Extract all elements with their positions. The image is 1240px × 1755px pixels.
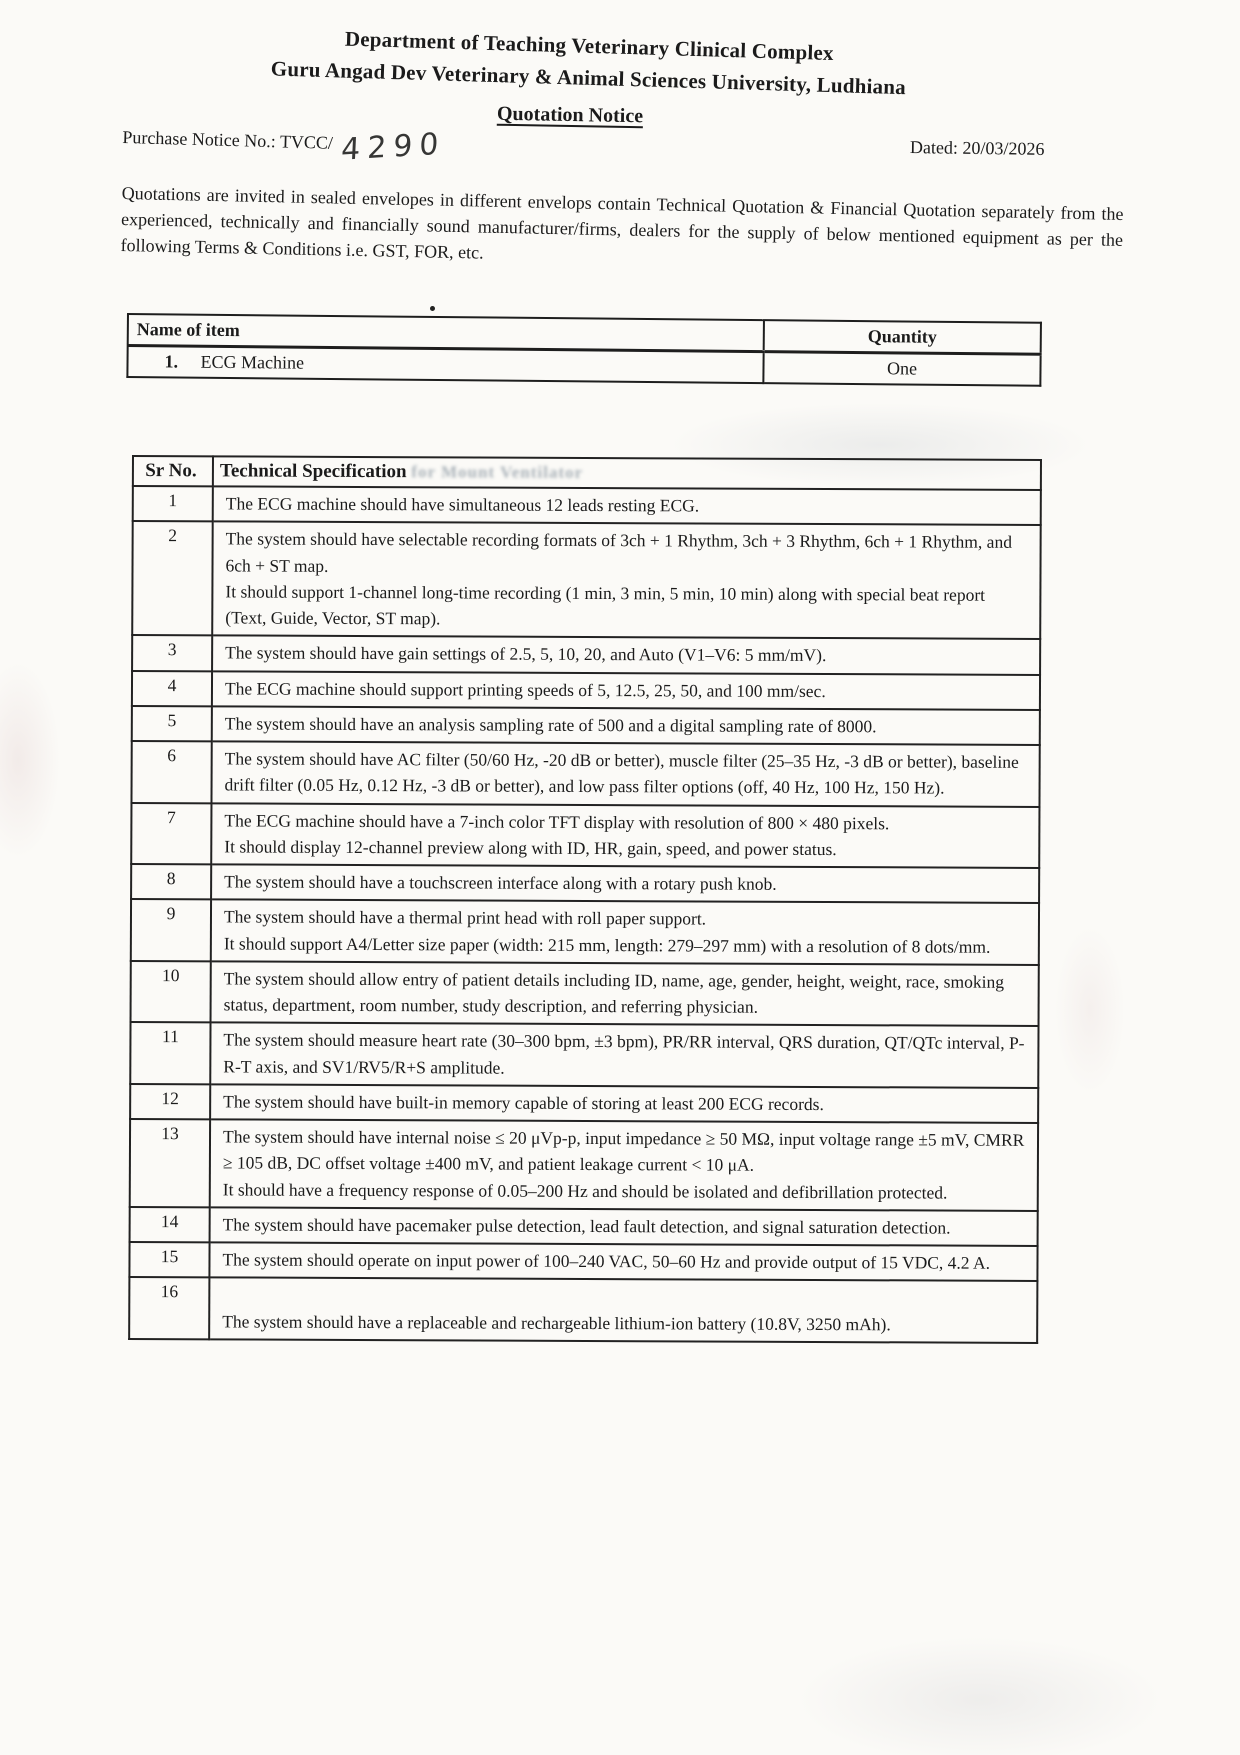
spec-row-number: 1 <box>133 486 213 522</box>
spec-table-row <box>130 1084 1038 1123</box>
spec-table-header-row <box>133 456 1041 490</box>
spec-row-text: The system should operate on input power of 100–240 VAC, 50–60 Hz and provide output of 15 VDC, 4.2 A. <box>209 1242 1037 1281</box>
department-name: Department of Teaching Veterinary Clinical Complex <box>344 26 835 66</box>
item-name-cell <box>127 346 763 384</box>
spec-table-row <box>132 706 1040 745</box>
spec-row-number: 2 <box>132 521 212 635</box>
item-quantity-cell: One <box>763 352 1040 386</box>
spec-row-number: 11 <box>130 1022 210 1084</box>
spec-table-row <box>132 521 1040 639</box>
spec-row-number: 13 <box>130 1119 210 1207</box>
purchase-notice-label: Purchase Notice No.: TVCC/ <box>122 126 334 153</box>
item-name: ECG Machine <box>200 351 305 373</box>
document-header <box>88 16 1089 109</box>
spec-row-number: 3 <box>132 635 212 671</box>
item-table-header-name: Name of item <box>128 314 764 352</box>
spec-table-row <box>133 486 1041 525</box>
spec-table-row <box>132 635 1040 674</box>
spec-row-text: The system should allow entry of patient details including ID, name, age, gender, height, weight, race, smoking status, department, room number, study description, and referring physician. <box>211 961 1039 1026</box>
spec-row-number: 7 <box>131 803 211 865</box>
scan-artifact-dot <box>430 306 435 311</box>
spec-row-text: The system should have gain settings of 2.5, 5, 10, 20, and Auto (V1–V6: 5 mm/mV). <box>212 636 1040 675</box>
spec-table-row <box>131 741 1039 806</box>
spec-row-number: 6 <box>131 741 211 803</box>
spec-row-text: The system should have pacemaker pulse detection, lead fault detection, and signal saturation detection. <box>210 1207 1038 1246</box>
item-serial-number: 1. <box>164 351 179 372</box>
intro-paragraph: Quotations are invited in sealed envelopes in different envelops contain Technical Quotation & Financial Quotation separately from the experienced, technically and financially sound manufacturer/firms, dealers for the supply of below mentioned equipment as per the following Terms & Conditions i.e. GST, FOR, etc. <box>120 182 1124 263</box>
spec-table-body <box>129 486 1041 1343</box>
spec-row-text: The system should measure heart rate (30–300 bpm, ±3 bpm), PR/RR interval, QRS duration, QT/QTc interval, P-R-T axis, and SV1/RV5/R+S amplitude. <box>210 1023 1038 1088</box>
spec-table-row <box>129 1242 1037 1281</box>
dated-label: Dated: 20/03/2026 <box>909 137 1045 159</box>
item-table <box>126 313 1042 387</box>
document-title-text: Quotation Notice <box>496 102 644 128</box>
spec-row-number: 14 <box>130 1207 210 1243</box>
spec-row-text: The system should have a touchscreen interface along with a rotary push knob. <box>211 864 1039 903</box>
spec-table-row <box>132 671 1040 710</box>
spec-row-text: The ECG machine should have simultaneous 12 leads resting ECG. <box>213 486 1041 525</box>
spec-row-text: The system should have AC filter (50/60 Hz, -20 dB or better), muscle filter (25–35 Hz, -3 dB or better), baseline drift filter (0.05 Hz, 0.12 Hz, -3 dB or better), and low pass filter options (off, 40 Hz, 100 Hz, 150 Hz). <box>211 741 1039 806</box>
spec-row-number: 15 <box>129 1242 209 1278</box>
spec-table-row <box>131 864 1039 903</box>
spec-row-text: The system should have internal noise ≤ 20 μVp-p, input impedance ≥ 50 MΩ, input voltage range ±5 mV, CMRR ≥ 105 dB, DC offset voltage ±400 mV, and patient leakage current < 10 μA. It should have a frequency response of 0.05–200 Hz and should be isolated and defibrillation protected. <box>210 1119 1038 1210</box>
spec-table-row <box>130 1022 1038 1087</box>
spec-header-faded-erased-text: for Mount Ventilator <box>411 462 584 482</box>
spec-header-title: Technical Specification <box>219 460 407 483</box>
spec-row-number: 16 <box>129 1277 209 1339</box>
spec-table-row <box>129 1277 1037 1342</box>
spec-table-header-spec <box>213 456 1041 490</box>
spec-table-row <box>131 899 1039 964</box>
item-table-header-quantity: Quantity <box>764 320 1041 354</box>
spec-row-number: 10 <box>131 961 211 1023</box>
spec-row-text: The system should have an analysis sampling rate of 500 and a digital sampling rate of 8000. <box>212 706 1040 745</box>
spec-row-number: 8 <box>131 864 211 900</box>
spec-row-text: The system should have built-in memory capable of storing at least 200 ECG records. <box>210 1084 1038 1123</box>
university-name: Guru Angad Dev Veterinary & Animal Sciences University, Ludhiana <box>270 55 907 99</box>
purchase-notice-number-handwritten: 4290 <box>340 126 446 168</box>
spec-row-number: 4 <box>132 671 212 707</box>
spec-row-text: The system should have a thermal print head with roll paper support. It should support A4/Letter size paper (width: 215 mm, length: 279–297 mm) with a resolution of 8 dots/mm. <box>211 900 1039 965</box>
spec-table-row <box>131 961 1039 1026</box>
spec-table-row <box>130 1207 1038 1246</box>
spec-row-number: 9 <box>131 899 211 961</box>
spec-table-row <box>131 803 1039 868</box>
spec-row-number: 5 <box>132 706 212 742</box>
spec-row-text: The ECG machine should support printing speeds of 5, 12.5, 25, 50, and 100 mm/sec. <box>212 671 1040 710</box>
spec-table-row <box>130 1119 1038 1211</box>
spec-table-header-sr: Sr No. <box>133 456 213 486</box>
spec-row-number: 12 <box>130 1084 210 1120</box>
spec-row-text: The ECG machine should have a 7-inch color TFT display with resolution of 800 × 480 pixels. It should display 12-channel preview along with ID, HR, gain, speed, and power status. <box>211 803 1039 868</box>
spec-table <box>128 455 1042 1344</box>
spec-row-text: The system should have a replaceable and rechargeable lithium-ion battery (10.8V, 3250 mAh). <box>209 1278 1037 1343</box>
spec-row-text: The system should have selectable recording formats of 3ch + 1 Rhythm, 3ch + 3 Rhythm, 6ch + 1 Rhythm, and 6ch + ST map. It should support 1-channel long-time recording (1 min, 3 min, 5 min, 10 min) along with special beat report (Text, Guide, Vector, ST map). <box>212 522 1040 640</box>
